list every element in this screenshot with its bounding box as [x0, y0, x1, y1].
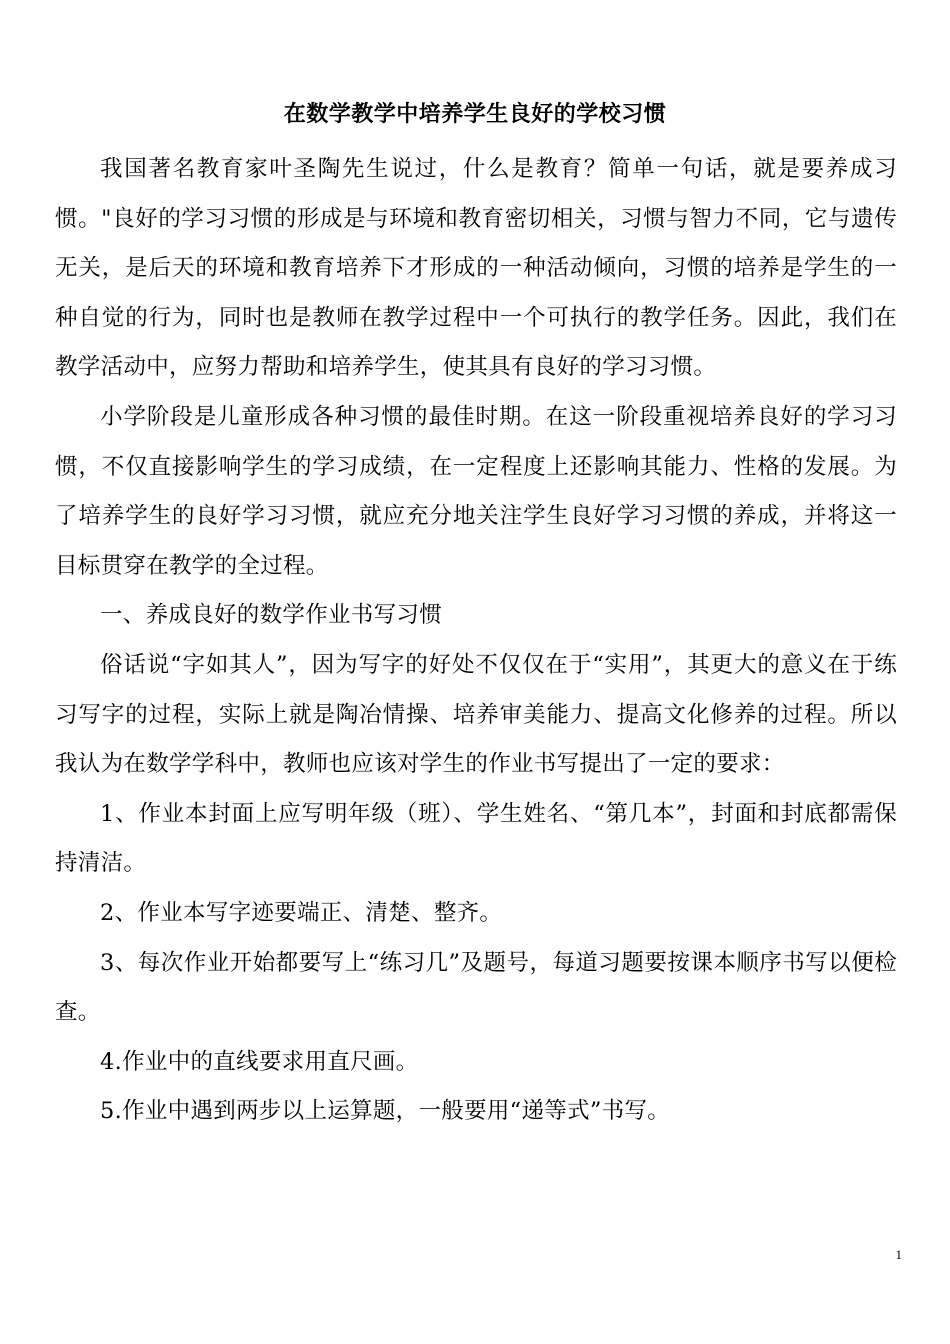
paragraph-handwriting: 俗话说“字如其人”，因为写字的好处不仅仅在于“实用”，其更大的意义在于练习写字的过程，实际上就是陶冶情操、培养审美能力、提高文化修养的过程。所以我认为在数学学科中，教师也应该对学生的作业书写提出了一定的要求： — [55, 651, 897, 778]
document-body — [55, 145, 897, 1137]
list-item-3: 3、每次作业开始都要写上“练习几”及题号，每道习题要按课本顺序书写以便检查。 — [55, 949, 897, 1026]
paragraph-primary-school: 小学阶段是儿童形成各种习惯的最佳时期。在这一阶段重视培养良好的学习习惯，不仅直接影响学生的学习成绩，在一定程度上还影响其能力、性格的发展。为了培养学生的良好学习习惯，就应充分地关注学生良好学习习惯的养成，并将这一目标贯穿在教学的全过程。 — [55, 403, 897, 579]
paragraph-intro: 我国著名教育家叶圣陶先生说过，什么是教育？简单一句话，就是要养成习惯。"良好的学习习惯的形成是与环境和教育密切相关，习惯与智力不同，它与遗传无关，是后天的环境和教育培养下才形成的一种活动倾向，习惯的培养是学生的一种自觉的行为，同时也是教师在教学过程中一个可执行的教学任务。因此，我们在教学活动中，应努力帮助和培养学生，使其具有良好的学习习惯。 — [55, 156, 897, 381]
list-item-2: 2、作业本写字迹要端正、清楚、整齐。 — [100, 899, 503, 926]
section-heading-homework: 一、养成良好的数学作业书写习惯 — [100, 602, 443, 629]
page-number: 1 — [895, 1247, 902, 1262]
list-item-4: 4.作业中的直线要求用直尺画。 — [100, 1048, 419, 1075]
list-item-1: 1、作业本封面上应写明年级（班）、学生姓名、“第几本”，封面和封底都需保持清洁。 — [55, 800, 897, 877]
list-item-5: 5.作业中遇到两步以上运算题，一般要用“递等式”书写。 — [100, 1098, 671, 1125]
document-title: 在数学教学中培养学生良好的学校习惯 — [283, 102, 667, 127]
